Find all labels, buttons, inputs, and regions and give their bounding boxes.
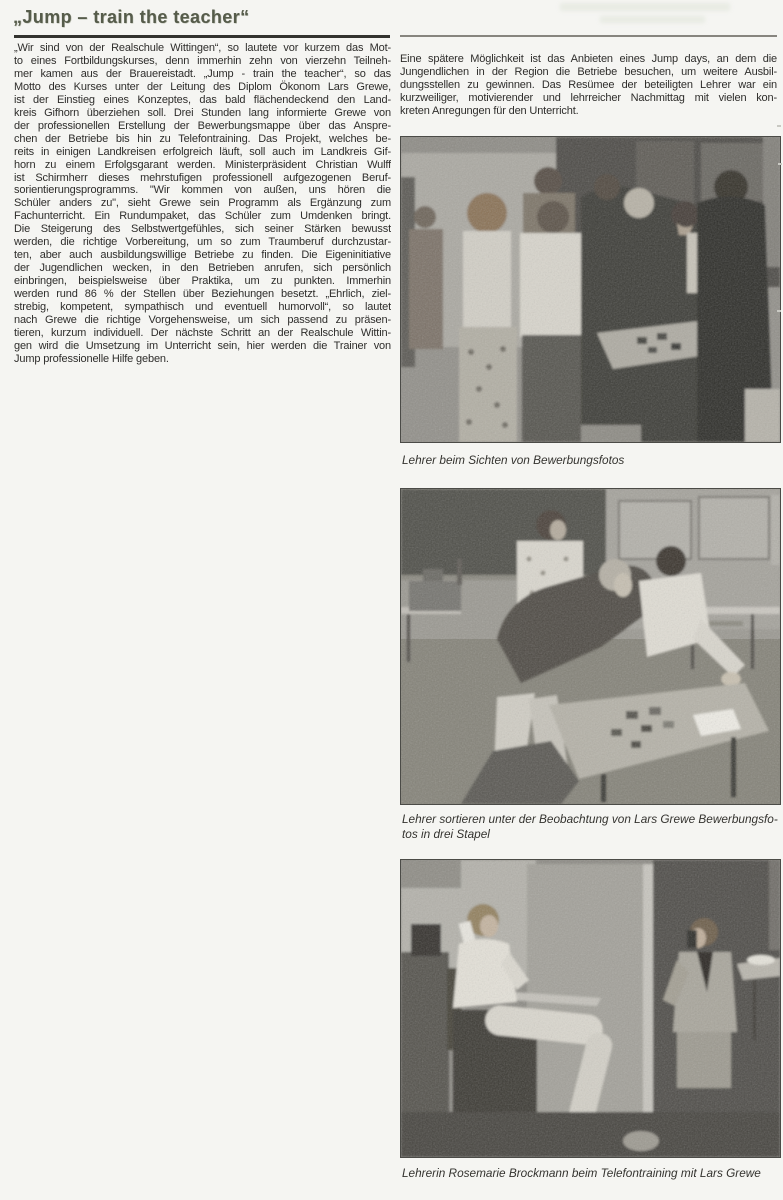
photo-2-image — [401, 489, 780, 804]
page-title: „Jump – train the teacher“ — [13, 7, 250, 27]
print-bleedthrough — [560, 3, 730, 11]
photo-caption-1: Lehrer beim Sichten von Bewerbungsfotos — [402, 453, 625, 467]
right-column-rule — [400, 35, 777, 37]
photo-1-image — [401, 137, 780, 442]
photo-telephone-training — [400, 859, 781, 1158]
scan-artifact — [777, 125, 781, 127]
article-right-column: Eine spätere Möglichkeit ist das Anbieten eines Jump days, an dem die Jungendlichen in der Region die Betriebe besuchen, um weitere Ausbil- dungsstellen zu gewinnen. Das Resümee der beteiligten Lehrer war ein kurzweiliger, motivierender und lehrreicher Nachmittag mit vielen kon- kreten Anregungen für den Unterricht. — [400, 53, 777, 117]
scan-artifact — [777, 310, 781, 312]
photo-3-image — [401, 860, 780, 1157]
photo-caption-2: Lehrer sortieren unter der Beobachtung von Lars Grewe Bewerbungsfo- tos in drei Stapel — [402, 812, 778, 841]
headline-rule — [14, 35, 390, 38]
print-bleedthrough — [600, 16, 705, 23]
article-left-column: „Wir sind von der Realschule Wittingen“, so lautete vor kurzem das Mot- to eines Fortbildungskurses, denn immerhin zehn von vierzehn Teilneh- mer kamen aus der Brauereistadt. „Jump - train the teacher“, so das Motto des Kurses unter der Leitung des Diplom Ökonom Lars Grewe, ist der Einstieg eines Konzeptes, das bald flächendeckend den Land- kreis Gifhorn überziehen soll. Drei Stunden lang informierte Grewe von der professionellen Erstellung der Bewerbungsmappe über das Anspre- chen der Betriebe bis hin zu Telefontraining. Das Projekt, welches be- reits in einigen Landkreisen erfolgreich läuft, soll auch im Landkreis Gif- horn zu einem Erfolgsgarant werden. Ministerpräsident Christian Wulff ist Schirmherr dieses mehrstufigen professionell aufgezogenen Beruf- sorientierungsprogramms. "Wir kommen von außen, uns hören die Schüler anders zu", sieht Grewe sein Programm als Ergänzung zum Fachunterricht. Ein Rundumpaket, das Schüler zum Umdenken bringt. Die Steigerung des Selbstwertgefühles, sich seiner Stärken bewusst werden, die richtige Vorbereitung, um so zum Traumberuf durchzustar- ten, aber auch ausbildungswillige Betriebe zu finden. Die Eigeninitiative der Jugendlichen wecken, in den Betrieben anrufen, sich persönlich einbringen, beispielsweise über Praktika, um zu punkten. Immerhin werden rund 86 % der Stellen über Beziehungen besetzt. „Ehrlich, ziel- strebig, kompetent, sympathisch und eventuell humorvoll“, so lautet nach Grewe die richtige Vorgehensweise, um sich passend zu präsen- tieren, kurzum individuell. Der nächste Schritt an der Realschule Wittin- gen wird die Umsetzung im Unterricht sein, hier werden die Trainer von Jump professionelle Hilfe geben. — [14, 42, 391, 365]
photo-teachers-sorting-photos — [400, 488, 781, 805]
photo-teachers-viewing-application-photos — [400, 136, 781, 443]
photo-caption-3: Lehrerin Rosemarie Brockmann beim Telefontraining mit Lars Grewe — [402, 1166, 761, 1180]
scan-artifact — [778, 163, 782, 165]
